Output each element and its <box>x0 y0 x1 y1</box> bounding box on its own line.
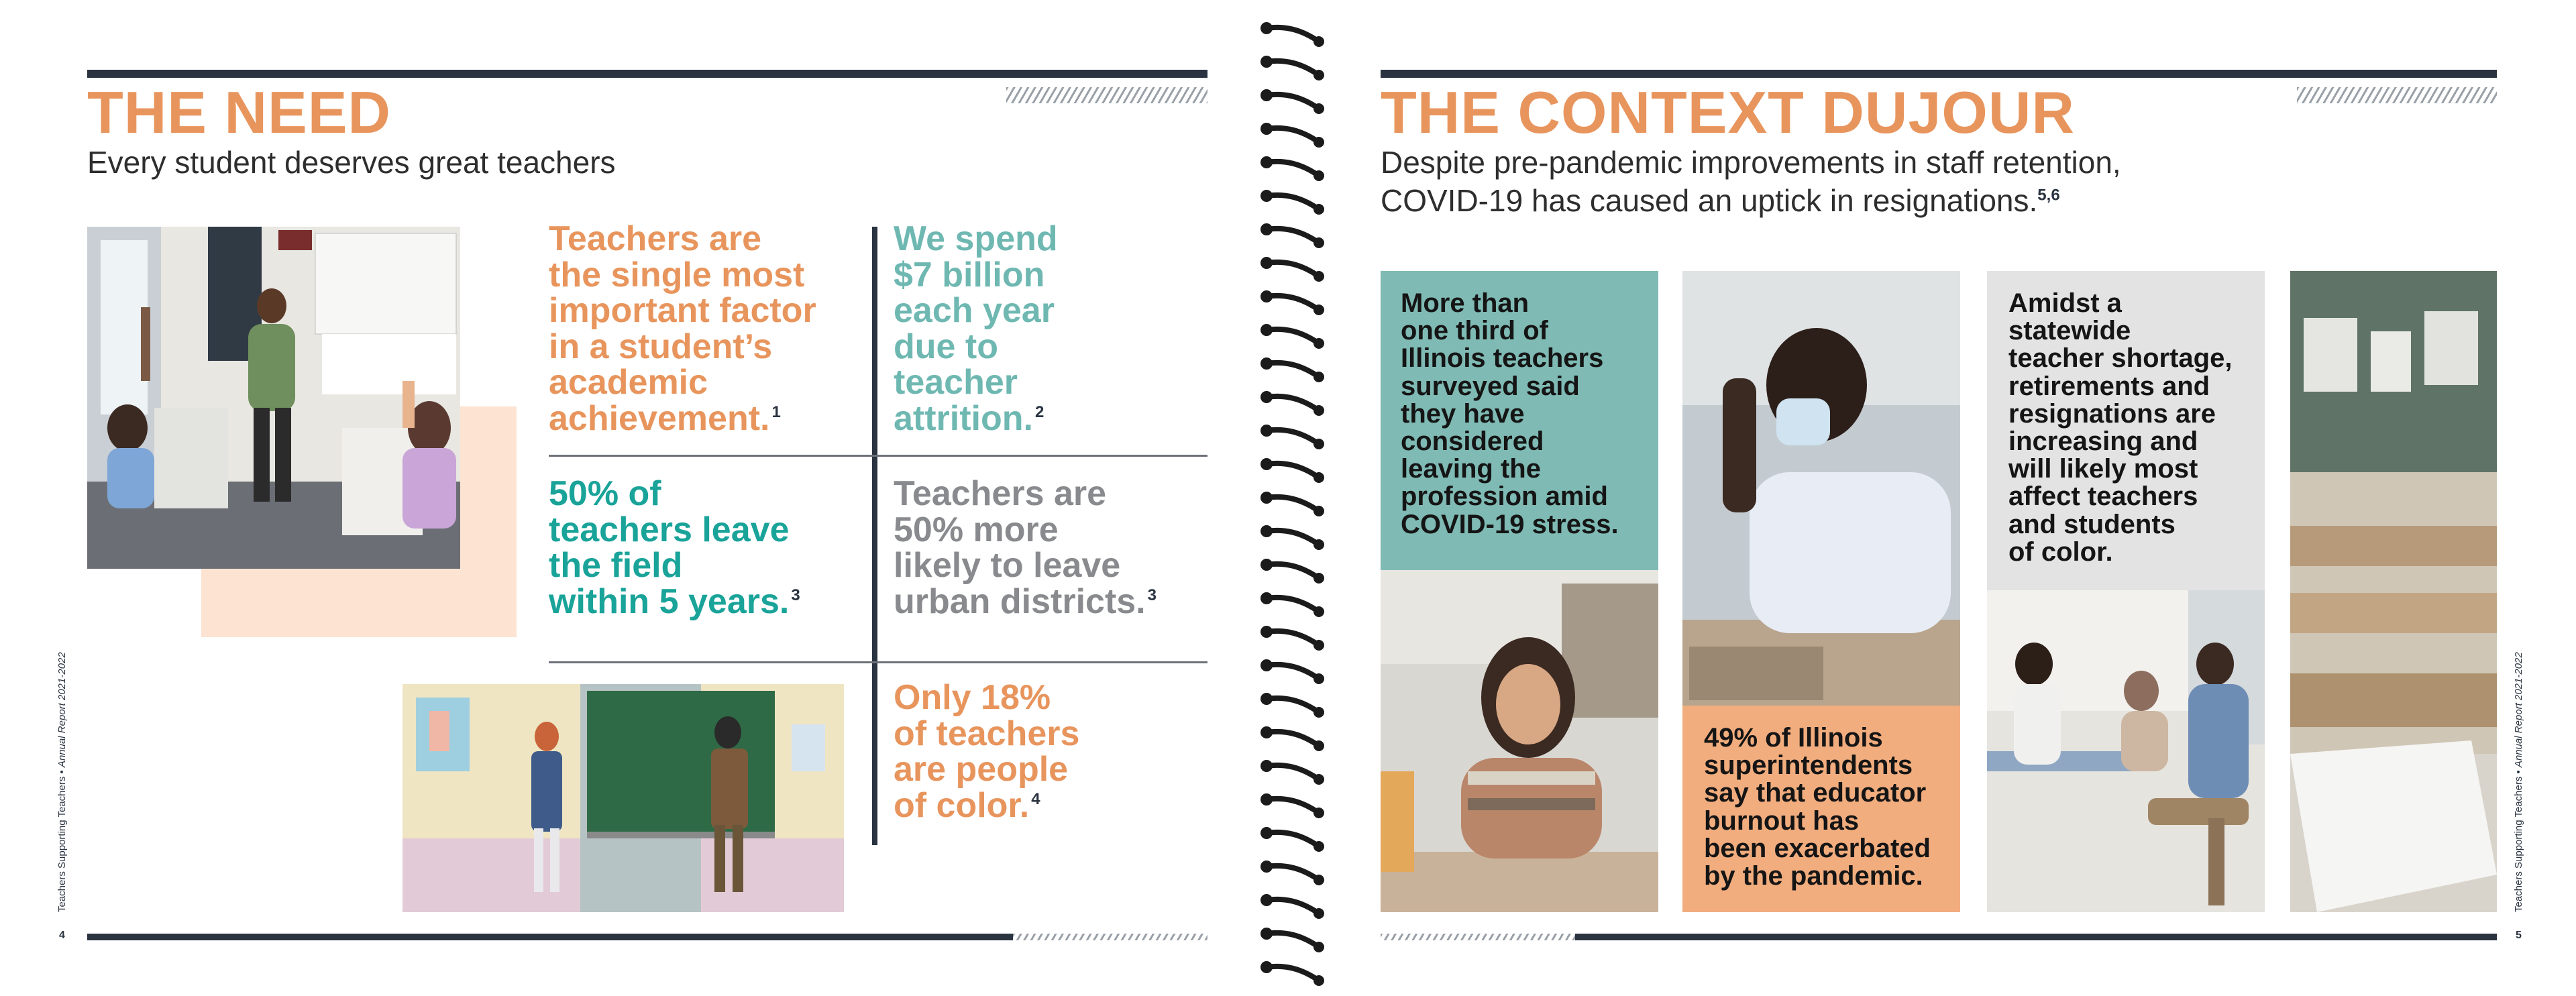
stat-line: Only 18% <box>894 678 1051 717</box>
spiral-coil <box>1260 525 1324 550</box>
panel-line: More than <box>1401 288 1529 318</box>
panel-line: statewide <box>2008 316 2131 346</box>
hatch-decoration-left <box>1006 87 1208 103</box>
panel-line: of color. <box>2008 537 2113 567</box>
spiral-binding <box>1254 13 1328 993</box>
spiral-coil <box>1260 391 1324 416</box>
stat-line: likely to leave <box>894 546 1121 586</box>
spiral-coil <box>1260 22 1324 47</box>
stat-divider-horizontal-1 <box>549 455 1208 457</box>
footnote-marker: 3 <box>1147 586 1157 605</box>
classroom-photo <box>87 227 460 569</box>
page-number-right: 5 <box>2516 930 2522 941</box>
spiral-coil <box>1260 123 1324 148</box>
panel-line: by the pandemic. <box>1704 861 1923 891</box>
footnote-marker: 5,6 <box>2037 186 2060 205</box>
stat-line: each year <box>894 291 1055 331</box>
stat-line: teacher <box>894 363 1018 402</box>
page-title-context: THE CONTEXT DUJOUR <box>1381 79 2075 146</box>
spiral-coil <box>1260 626 1324 651</box>
panel-line: increasing and <box>2008 426 2198 456</box>
stat-line: teachers leave <box>549 510 790 549</box>
stat-line: Teachers are <box>549 219 762 258</box>
stat-line: of color. <box>894 785 1030 825</box>
panel-line: surveyed said <box>1401 371 1580 401</box>
spiral-coil <box>1260 693 1324 718</box>
spiral-coil <box>1260 793 1324 818</box>
stat-line: in a student’s <box>549 327 773 366</box>
bottom-rule-left <box>87 934 1013 940</box>
panel-line: they have <box>1401 398 1525 429</box>
stat-line: are people <box>894 750 1069 789</box>
spiral-coil <box>1260 861 1324 885</box>
spiral-svg <box>1254 13 1328 993</box>
side-label-right <box>2513 652 2524 912</box>
classroom-illustration <box>402 684 844 912</box>
panel-line: one third of <box>1401 316 1548 346</box>
panel-line: COVID-19 stress. <box>1401 509 1619 539</box>
stressed-teacher-photo <box>1682 271 1960 706</box>
spiral-coil <box>1260 89 1324 114</box>
stat-line: of teachers <box>894 714 1080 753</box>
panel-line: say that educator <box>1704 778 1927 808</box>
subtitle-line: Despite pre-pandemic improvements in staff retention, <box>1381 145 2121 180</box>
stat-attrition-cost <box>894 221 1058 437</box>
panel-line: superintendents <box>1704 751 1913 781</box>
stat-teachers-leave <box>549 476 800 620</box>
spiral-coil <box>1260 961 1324 986</box>
panel-line: affect teachers <box>2008 482 2198 512</box>
panel-text-teachers-surveyed <box>1401 290 1619 539</box>
spiral-coil <box>1260 190 1324 215</box>
spiral-coil <box>1260 223 1324 248</box>
stat-line: due to <box>894 327 998 366</box>
stat-line: within 5 years. <box>549 582 790 621</box>
stat-line: attrition. <box>894 398 1033 438</box>
spiral-coil <box>1260 324 1324 349</box>
panel-line: 49% of Illinois <box>1704 723 1883 753</box>
spiral-coil <box>1260 827 1324 852</box>
panel-line: been exacerbated <box>1704 833 1931 863</box>
panel-line: profession amid <box>1401 482 1608 512</box>
subtitle-line: COVID-19 has caused an uptick in resignations. <box>1381 183 2038 219</box>
empty-classroom-photo <box>2290 271 2497 912</box>
footnote-marker: 4 <box>1031 790 1040 809</box>
stat-line: the field <box>549 546 683 586</box>
hatch-decoration-right <box>2297 87 2497 103</box>
footnote-marker: 2 <box>1034 403 1044 422</box>
stressed-student-photo <box>1381 570 1658 912</box>
spiral-coil <box>1260 592 1324 617</box>
panel-line: leaving the <box>1401 454 1541 484</box>
side-label-italic: Annual Report 2021-2022 <box>2513 652 2524 768</box>
spiral-coil <box>1260 425 1324 449</box>
stat-line: academic <box>549 363 708 402</box>
stat-line: We spend <box>894 219 1058 258</box>
stat-line: 50% more <box>894 510 1059 549</box>
meeting-photo <box>1987 590 2265 912</box>
panel-line: resignations are <box>2008 398 2216 429</box>
panel-line: burnout has <box>1704 806 1860 836</box>
top-rule-left <box>87 70 1208 78</box>
panel-line: teacher shortage, <box>2008 343 2233 374</box>
stat-line: Teachers are <box>894 474 1107 513</box>
stat-divider-horizontal-2 <box>549 661 1208 663</box>
stat-line: 50% of <box>549 474 661 513</box>
stat-line: important factor <box>549 291 816 331</box>
side-label-text: Teachers Supporting Teachers • <box>2513 767 2524 912</box>
page-title-need: THE NEED <box>87 79 391 146</box>
spiral-coil <box>1260 56 1324 80</box>
stat-urban-districts <box>894 476 1157 620</box>
page-subtitle-context <box>1381 144 2121 220</box>
stat-line: achievement. <box>549 398 770 438</box>
page-number-left: 4 <box>59 930 65 941</box>
footnote-marker: 3 <box>791 586 800 605</box>
panel-text-teacher-shortage <box>2008 290 2232 566</box>
panel-line: and students <box>2008 509 2176 539</box>
side-label-italic: Annual Report 2021-2022 <box>56 652 68 768</box>
footnote-marker: 1 <box>771 403 781 422</box>
stat-line: the single most <box>549 255 805 294</box>
stat-teacher-impact <box>549 221 816 437</box>
stat-divider-vertical <box>872 227 877 845</box>
spiral-coil <box>1260 458 1324 483</box>
page-subtitle-need: Every student deserves great teachers <box>87 145 616 180</box>
top-rule-right <box>1381 70 2497 78</box>
bottom-rule-right <box>1575 934 2497 940</box>
stat-line: $7 billion <box>894 255 1045 294</box>
spiral-coil <box>1260 357 1324 382</box>
hatch-bottom-left <box>1013 934 1208 940</box>
panel-text-superintendents <box>1704 724 1931 890</box>
side-label-text: Teachers Supporting Teachers • <box>56 767 68 912</box>
spiral-coil <box>1260 492 1324 516</box>
panel-line: retirements and <box>2008 371 2210 401</box>
hatch-bottom-right <box>1381 934 1575 940</box>
spiral-coil <box>1260 894 1324 919</box>
spiral-coil <box>1260 559 1324 584</box>
side-label-left <box>56 652 68 912</box>
spiral-coil <box>1260 156 1324 181</box>
spiral-coil <box>1260 928 1324 952</box>
spiral-coil <box>1260 760 1324 785</box>
spiral-coil <box>1260 290 1324 315</box>
spiral-coil <box>1260 257 1324 282</box>
stat-people-of-color <box>894 680 1079 824</box>
panel-line: considered <box>1401 426 1544 456</box>
panel-line: Amidst a <box>2008 288 2122 318</box>
spiral-coil <box>1260 659 1324 684</box>
stat-line: urban districts. <box>894 582 1146 621</box>
spiral-coil <box>1260 726 1324 751</box>
panel-line: will likely most <box>2008 454 2198 484</box>
panel-line: Illinois teachers <box>1401 343 1604 374</box>
